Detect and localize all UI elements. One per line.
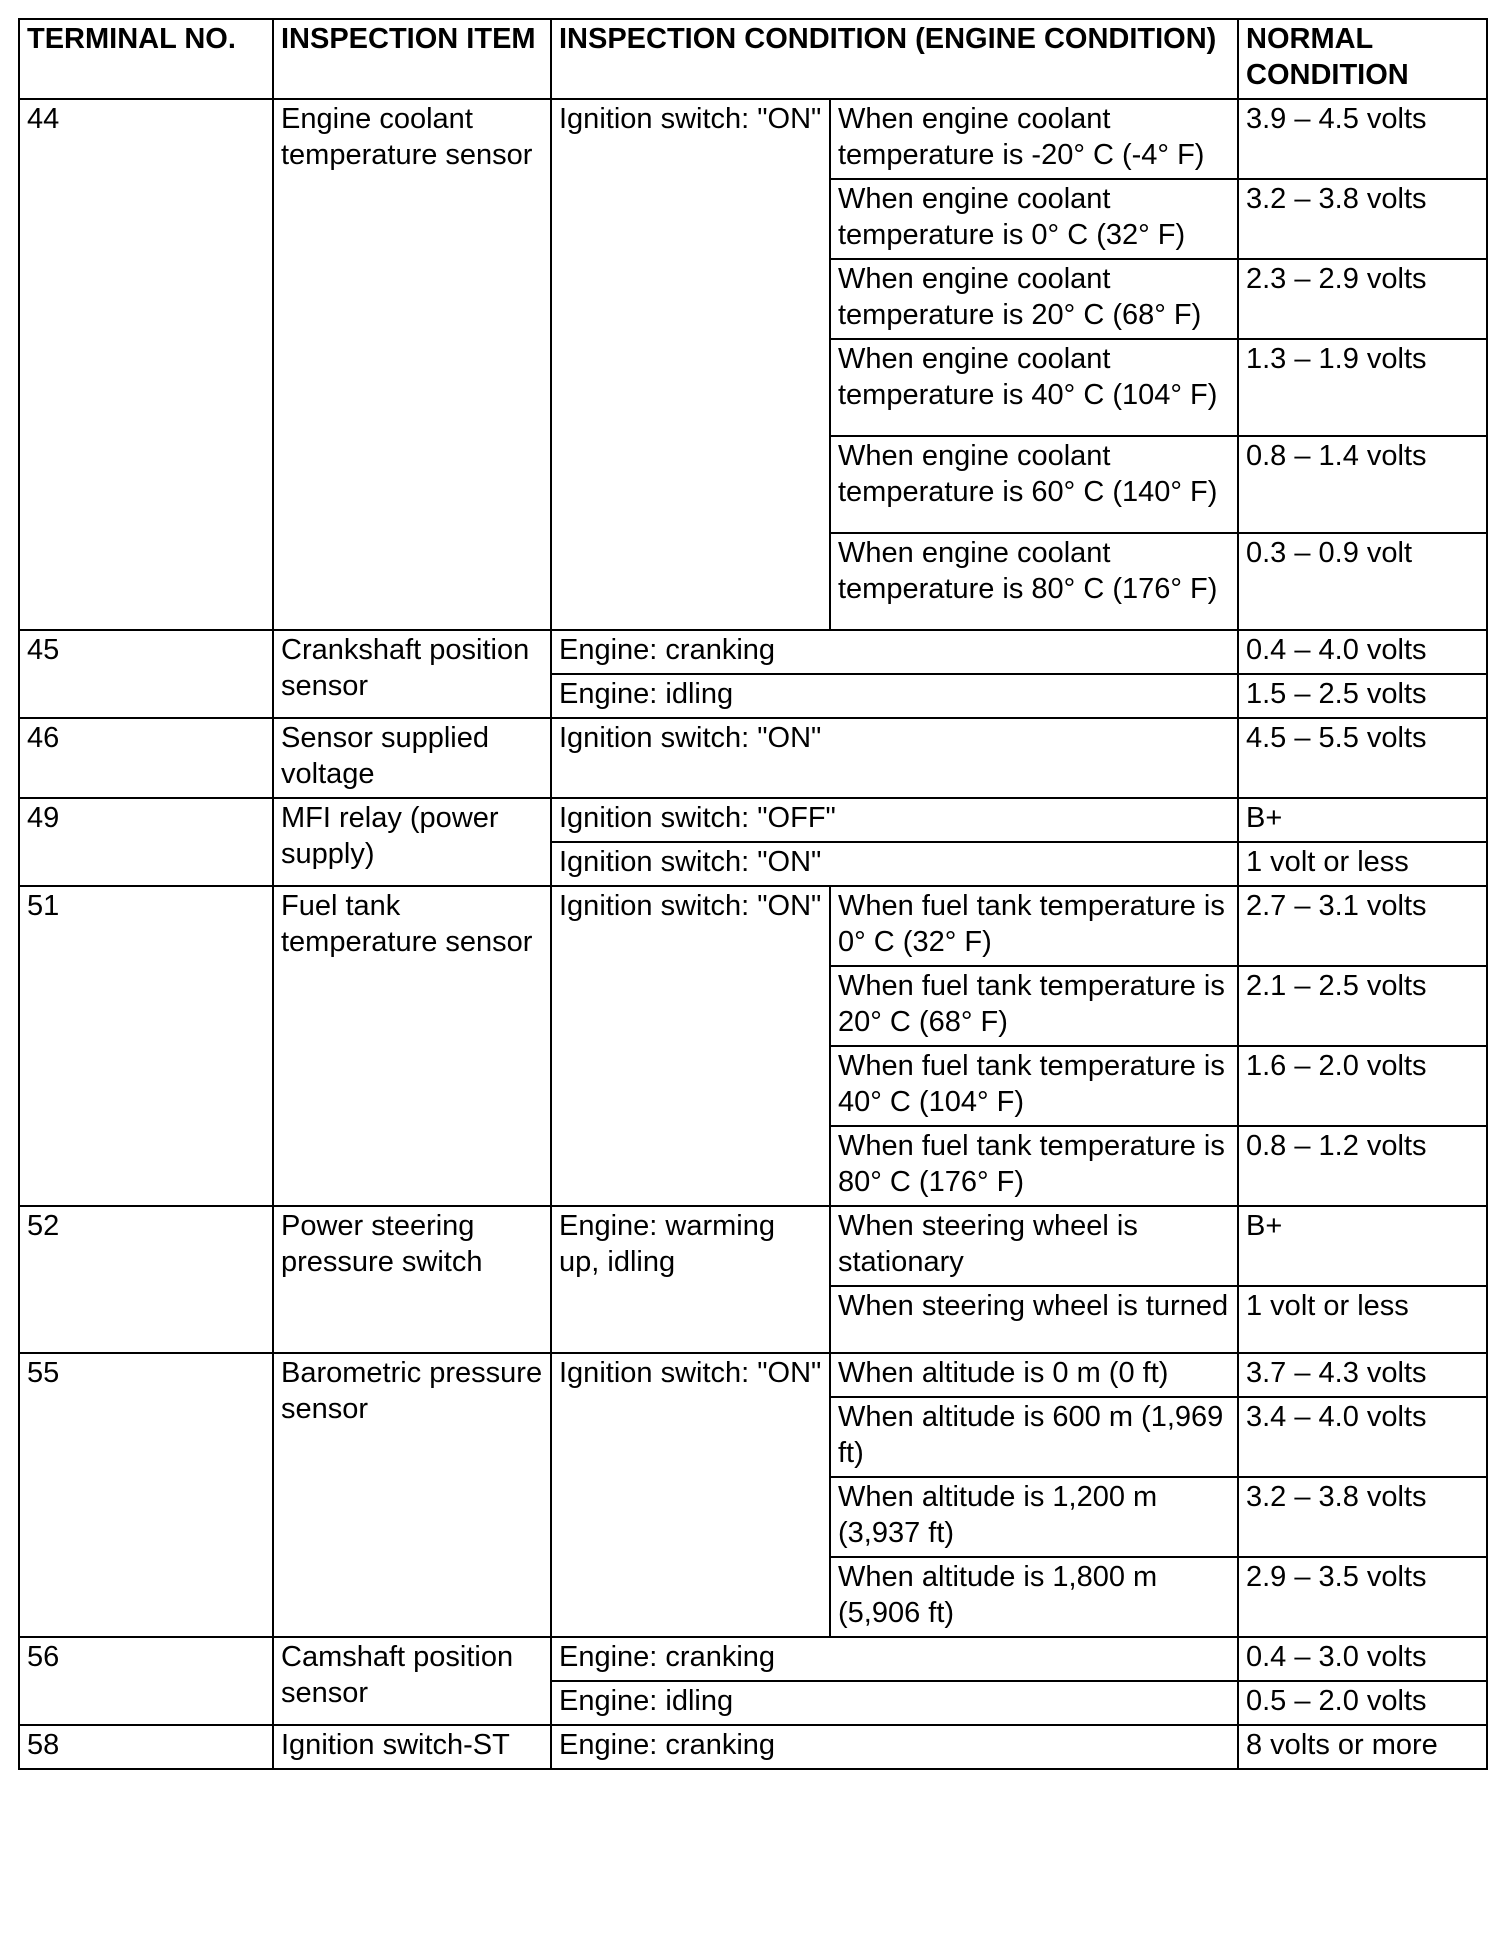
sub-condition-cell: When altitude is 600 m (1,969 ft) [830,1397,1238,1477]
inspection-item-cell: Ignition switch-ST [273,1725,551,1769]
normal-condition-cell: 3.9 – 4.5 volts [1238,99,1487,179]
inspection-condition-cell: Engine: cranking [551,1725,1238,1769]
table-row [19,1206,1487,1286]
normal-condition-cell: 3.7 – 4.3 volts [1238,1353,1487,1397]
table-row [19,1637,1487,1681]
normal-condition-cell: 0.3 – 0.9 volt [1238,533,1487,630]
normal-condition-cell: 2.1 – 2.5 volts [1238,966,1487,1046]
normal-condition-cell: 0.8 – 1.2 volts [1238,1126,1487,1206]
sub-condition-cell: When engine coolant temperature is 60° C (140° F) [830,436,1238,533]
sub-condition-cell: When fuel tank temperature is 20° C (68° F) [830,966,1238,1046]
terminal-cell: 49 [19,798,273,886]
inspection-item-cell: Engine coolant temperature sensor [273,99,551,630]
sub-condition-cell: When engine coolant temperature is -20° C (-4° F) [830,99,1238,179]
header-inspection-condition: INSPECTION CONDITION (ENGINE CONDITION) [551,19,1238,99]
inspection-item-cell: Fuel tank temperature sensor [273,886,551,1206]
inspection-item-cell: Camshaft position sensor [273,1637,551,1725]
normal-condition-cell: 2.9 – 3.5 volts [1238,1557,1487,1637]
normal-condition-cell: 4.5 – 5.5 volts [1238,718,1487,798]
terminal-cell: 52 [19,1206,273,1353]
terminal-cell: 44 [19,99,273,630]
inspection-condition-cell: Ignition switch: "ON" [551,718,1238,798]
table-body [19,99,1487,1769]
normal-condition-cell: 0.4 – 4.0 volts [1238,630,1487,674]
normal-condition-cell: 1.3 – 1.9 volts [1238,339,1487,436]
sub-condition-cell: When engine coolant temperature is 80° C (176° F) [830,533,1238,630]
normal-condition-cell: 1 volt or less [1238,842,1487,886]
inspection-item-cell: Crankshaft position sensor [273,630,551,718]
normal-condition-cell: 3.2 – 3.8 volts [1238,1477,1487,1557]
normal-condition-cell: 1 volt or less [1238,1286,1487,1353]
inspection-condition-cell: Engine: idling [551,1681,1238,1725]
normal-condition-cell: 3.2 – 3.8 volts [1238,179,1487,259]
inspection-condition-cell: Engine: warming up, idling [551,1206,830,1353]
sub-condition-cell: When fuel tank temperature is 40° C (104° F) [830,1046,1238,1126]
terminal-cell: 51 [19,886,273,1206]
terminal-cell: 45 [19,630,273,718]
inspection-item-cell: MFI relay (power supply) [273,798,551,886]
normal-condition-cell: 0.5 – 2.0 volts [1238,1681,1487,1725]
table-row [19,886,1487,966]
normal-condition-cell: 1.5 – 2.5 volts [1238,674,1487,718]
normal-condition-cell: 0.4 – 3.0 volts [1238,1637,1487,1681]
terminal-cell: 56 [19,1637,273,1725]
normal-condition-cell: 8 volts or more [1238,1725,1487,1769]
normal-condition-cell: B+ [1238,798,1487,842]
sub-condition-cell: When engine coolant temperature is 40° C (104° F) [830,339,1238,436]
terminal-cell: 46 [19,718,273,798]
inspection-condition-cell: Ignition switch: "ON" [551,99,830,630]
inspection-condition-cell: Engine: cranking [551,630,1238,674]
inspection-item-cell: Power steering pressure switch [273,1206,551,1353]
sub-condition-cell: When engine coolant temperature is 20° C (68° F) [830,259,1238,339]
table-row [19,798,1487,842]
terminal-cell: 55 [19,1353,273,1637]
header-terminal: TERMINAL NO. [19,19,273,99]
inspection-condition-cell: Engine: cranking [551,1637,1238,1681]
header-inspection-item: INSPECTION ITEM [273,19,551,99]
sub-condition-cell: When altitude is 0 m (0 ft) [830,1353,1238,1397]
normal-condition-cell: 0.8 – 1.4 volts [1238,436,1487,533]
inspection-item-cell: Barometric pressure sensor [273,1353,551,1637]
inspection-item-cell: Sensor supplied voltage [273,718,551,798]
inspection-condition-cell: Engine: idling [551,674,1238,718]
header-row [19,19,1487,99]
sub-condition-cell: When steering wheel is stationary [830,1206,1238,1286]
normal-condition-cell: B+ [1238,1206,1487,1286]
sub-condition-cell: When altitude is 1,200 m (3,937 ft) [830,1477,1238,1557]
sub-condition-cell: When altitude is 1,800 m (5,906 ft) [830,1557,1238,1637]
table-row [19,718,1487,798]
inspection-condition-cell: Ignition switch: "ON" [551,886,830,1206]
normal-condition-cell: 1.6 – 2.0 volts [1238,1046,1487,1126]
header-normal-condition: NORMAL CONDITION [1238,19,1487,99]
sub-condition-cell: When steering wheel is turned [830,1286,1238,1353]
inspection-table [18,18,1488,1770]
table-row [19,1353,1487,1397]
sub-condition-cell: When fuel tank temperature is 80° C (176° F) [830,1126,1238,1206]
inspection-condition-cell: Ignition switch: "ON" [551,1353,830,1637]
terminal-cell: 58 [19,1725,273,1769]
table-row [19,99,1487,179]
normal-condition-cell: 2.7 – 3.1 volts [1238,886,1487,966]
sub-condition-cell: When fuel tank temperature is 0° C (32° F) [830,886,1238,966]
inspection-condition-cell: Ignition switch: "OFF" [551,798,1238,842]
sub-condition-cell: When engine coolant temperature is 0° C (32° F) [830,179,1238,259]
inspection-condition-cell: Ignition switch: "ON" [551,842,1238,886]
table-row [19,630,1487,674]
normal-condition-cell: 2.3 – 2.9 volts [1238,259,1487,339]
table-row [19,1725,1487,1769]
normal-condition-cell: 3.4 – 4.0 volts [1238,1397,1487,1477]
